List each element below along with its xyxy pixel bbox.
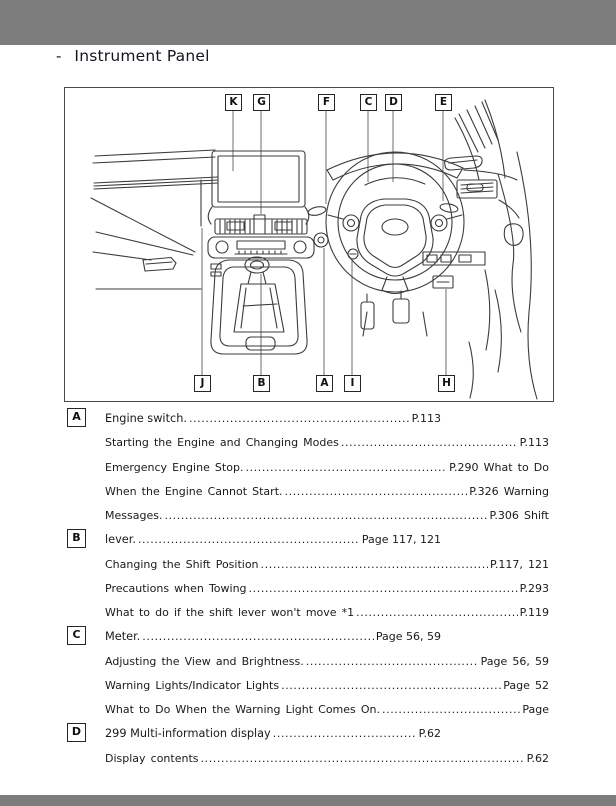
dot-leader [261, 551, 488, 577]
diagram-label-k: K [225, 94, 242, 111]
callout-leader-lines [202, 109, 446, 375]
diagram-label-b: B [253, 375, 270, 392]
index-entry-text: Engine switch. [105, 412, 187, 425]
page-reference: P.62 [418, 727, 441, 741]
index-entry-text: Adjusting the View and Brightness. [105, 654, 304, 668]
index-entry-text: When the Engine Cannot Start. [105, 484, 283, 498]
page-reference: Page 52 [503, 678, 549, 692]
dot-leader [281, 672, 501, 698]
dot-leader [142, 623, 374, 649]
index-entry-text: Precautions when Towing [105, 581, 247, 595]
page-reference: Page 56, 59 [375, 630, 441, 644]
index-row [67, 429, 549, 453]
page-reference: P.117, 121 [489, 557, 549, 571]
diagram-label-f: F [318, 94, 335, 111]
index-row [67, 696, 549, 720]
index-entry-text: What to Do When the Warning Light Comes On. [105, 703, 380, 716]
diagram-label-j: J [194, 375, 211, 392]
index-entry-text: Emergency Engine Stop. [105, 460, 244, 474]
index-entry-text: Meter. [105, 630, 141, 644]
index-row [67, 454, 549, 478]
dot-leader [164, 502, 487, 528]
bottom-gray-band [0, 795, 616, 806]
index-entry-text: Warning Lights/Indicator Lights [105, 678, 280, 692]
index-row-main [67, 623, 441, 647]
index-row [67, 478, 549, 502]
index-row [67, 575, 549, 599]
diagram-label-a: A [316, 375, 333, 392]
page-reference: Page [522, 703, 549, 716]
index-row [67, 648, 549, 672]
dot-leader [201, 745, 525, 771]
top-gray-band [0, 0, 616, 45]
index-entry-text: Messages. [105, 509, 163, 522]
dot-leader [138, 526, 360, 552]
index-entry-text: What to do if the shift lever won't move *1 [105, 606, 355, 619]
index-entry-text: Changing the Shift Position [105, 557, 259, 571]
index-row [67, 745, 549, 769]
page-reference: P.62 [526, 751, 549, 765]
dot-leader [341, 429, 518, 455]
dot-leader [189, 405, 410, 431]
callout-letter-c: C [67, 626, 86, 645]
dashboard-illustration [65, 88, 553, 401]
page-reference: Page 56, 59 [480, 654, 549, 668]
page-reference: P.326 Warning [469, 484, 549, 498]
section-heading [56, 47, 210, 65]
page-title: Instrument Panel [74, 47, 210, 65]
dashboard-line-art [91, 100, 537, 399]
index-row [67, 599, 549, 623]
diagram-label-e: E [435, 94, 452, 111]
page-reference: P.293 [519, 581, 549, 595]
index-row [67, 672, 549, 696]
index-row [67, 502, 549, 526]
diagram-label-g: G [253, 94, 270, 111]
callout-letter-d: D [67, 723, 86, 742]
dot-leader [245, 454, 447, 480]
index-row-main [67, 526, 441, 550]
dot-leader [285, 478, 468, 504]
diagram-label-i: I [344, 375, 361, 392]
index-entry-text: 299 Multi-information display [105, 727, 271, 741]
diagram-label-h: H [438, 375, 455, 392]
dot-leader [382, 696, 520, 722]
page-reference: Page 117, 121 [361, 533, 441, 547]
index-entry-text: Display contents [105, 751, 199, 765]
callout-letter-b: B [67, 529, 86, 548]
index-row-main [67, 405, 441, 429]
index-entry-text: Starting the Engine and Changing Modes [105, 436, 339, 450]
index-row-main [67, 720, 441, 744]
page-reference: P.306 Shift [489, 509, 549, 522]
page-reference: P.113 [519, 436, 549, 450]
page-reference: P.290 What to Do [449, 460, 549, 474]
diagram-index-list [67, 405, 553, 769]
dot-leader [306, 648, 479, 674]
heading-bullet: - [56, 47, 62, 65]
instrument-panel-diagram [64, 87, 554, 402]
diagram-label-c: C [360, 94, 377, 111]
index-entry-text: lever. [105, 533, 136, 547]
dot-leader [273, 720, 417, 746]
dot-leader [356, 599, 517, 625]
callout-letter-a: A [67, 408, 86, 427]
diagram-label-d: D [385, 94, 402, 111]
dot-leader [249, 575, 518, 601]
page-reference: P.113 [411, 412, 441, 425]
index-row [67, 551, 549, 575]
page-reference: P.119 [519, 606, 549, 619]
